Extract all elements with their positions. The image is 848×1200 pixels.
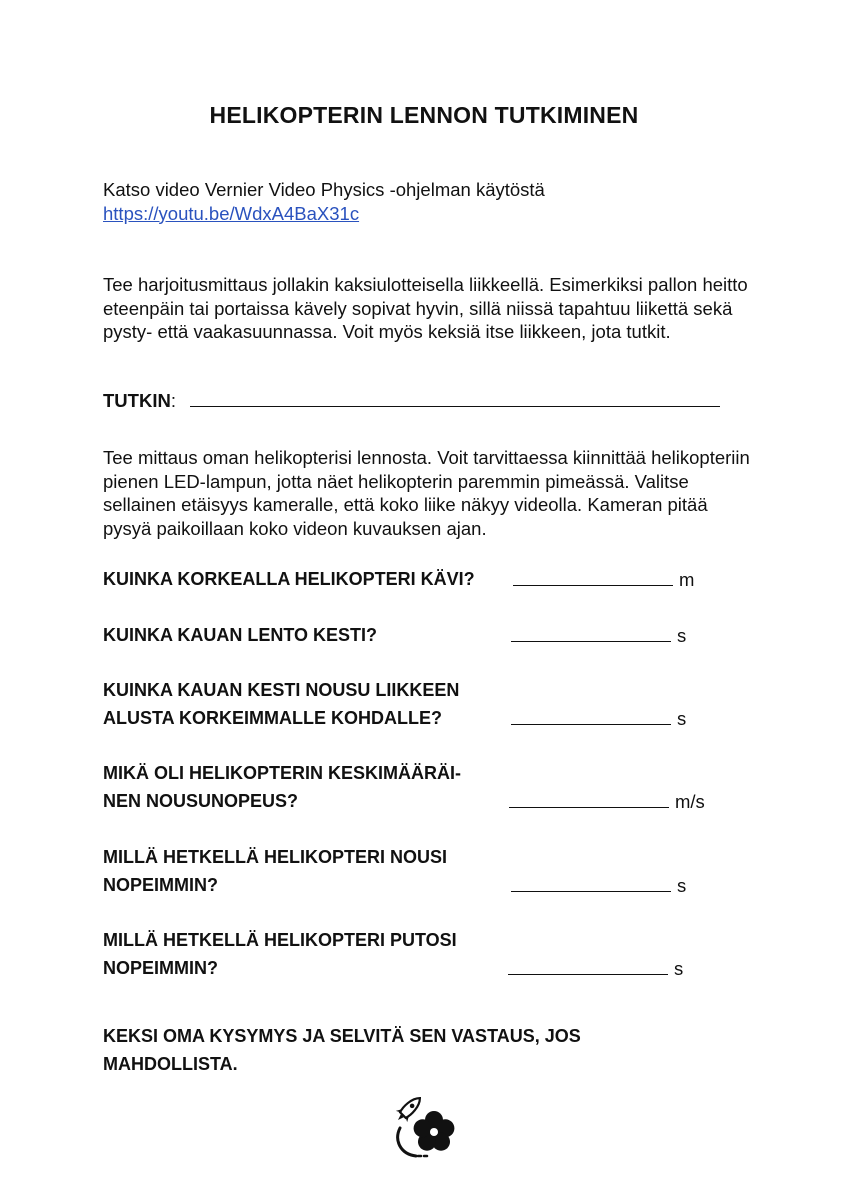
question-5 [103,843,503,899]
answer-2 [511,624,686,648]
question-4 [103,759,503,815]
question-2 [103,621,503,649]
answer-3 [511,707,686,731]
answer-1-line[interactable] [513,571,673,586]
answer-2-line[interactable] [511,627,671,642]
answer-5-unit: s [677,875,687,896]
question-1-line1: KUINKA KORKEALLA HELIKOPTERI KÄVI? [103,569,475,589]
final-task [103,1022,663,1078]
answer-1-unit: m [679,569,695,590]
tutkin-colon: : [170,390,176,411]
tutkin-label: TUTKIN [103,390,171,411]
answer-4-unit: m/s [675,791,705,812]
rocket-flower-logo-icon [392,1090,462,1160]
answer-5 [511,874,686,898]
answer-4 [509,790,705,814]
final-task-line1: KEKSI OMA KYSYMYS JA SELVITÄ SEN VASTAUS, JOS [103,1026,581,1046]
answer-5-line[interactable] [511,877,671,892]
question-4-line1: MIKÄ OLI HELIKOPTERIN KESKIMÄÄRÄI- [103,763,461,783]
answer-1 [513,568,694,592]
measure-text: Tee mittaus oman helikopterisi lennosta. Voit tarvittaessa kiinnittää helikopteriin pienen LED-lampun, jotta näet helikopterin paremmin pimeässä. Valitse sellainen etäisyys kameralle, että koko liike näkyy videolla. Kameran pitää pysyä paikoillaan koko videon kuvauksen ajan. [103,447,750,539]
answer-6 [508,957,683,981]
answer-6-line[interactable] [508,960,668,975]
practice-text: Tee harjoitusmittaus jollakin kaksiulotteisella liikkeellä. Esimerkiksi pallon heitto eteenpäin tai portaissa kävely sopivat hyvin, sillä niissä tapahtuu liikettä sekä pysty- että vaakasuunnassa. Voit myös keksiä itse liikkeen, jota tutkit. [103,274,748,342]
page-title: HELIKOPTERIN LENNON TUTKIMINEN [209,102,639,128]
question-3-line1: KUINKA KAUAN KESTI NOUSU LIIKKEEN [103,680,460,700]
answer-3-unit: s [677,708,687,729]
intro-paragraph [103,178,753,225]
question-3 [103,676,503,732]
question-5-line2: NOPEIMMIN? [103,875,218,895]
question-6 [103,926,503,982]
question-6-line1: MILLÄ HETKELLÄ HELIKOPTERI PUTOSI [103,930,457,950]
practice-paragraph [103,273,753,344]
answer-4-line[interactable] [509,793,669,808]
question-3-line2: ALUSTA KORKEIMMALLE KOHDALLE? [103,708,442,728]
question-6-line2: NOPEIMMIN? [103,958,218,978]
question-4-line2: NEN NOUSUNOPEUS? [103,791,299,811]
answer-2-unit: s [677,625,687,646]
answer-3-line[interactable] [511,710,671,725]
video-link[interactable]: https://youtu.be/WdxA4BaX31c [103,202,360,224]
measure-paragraph [103,446,753,540]
question-5-line1: MILLÄ HETKELLÄ HELIKOPTERI NOUSI [103,847,447,867]
tutkin-answer-line[interactable] [190,392,720,407]
question-1 [103,565,503,593]
answer-6-unit: s [674,958,684,979]
final-task-line2: MAHDOLLISTA. [103,1054,238,1074]
question-2-line1: KUINKA KAUAN LENTO KESTI? [103,625,377,645]
tutkin-row [103,389,743,413]
intro-text: Katso video Vernier Video Physics -ohjelman käytöstä [103,179,545,200]
